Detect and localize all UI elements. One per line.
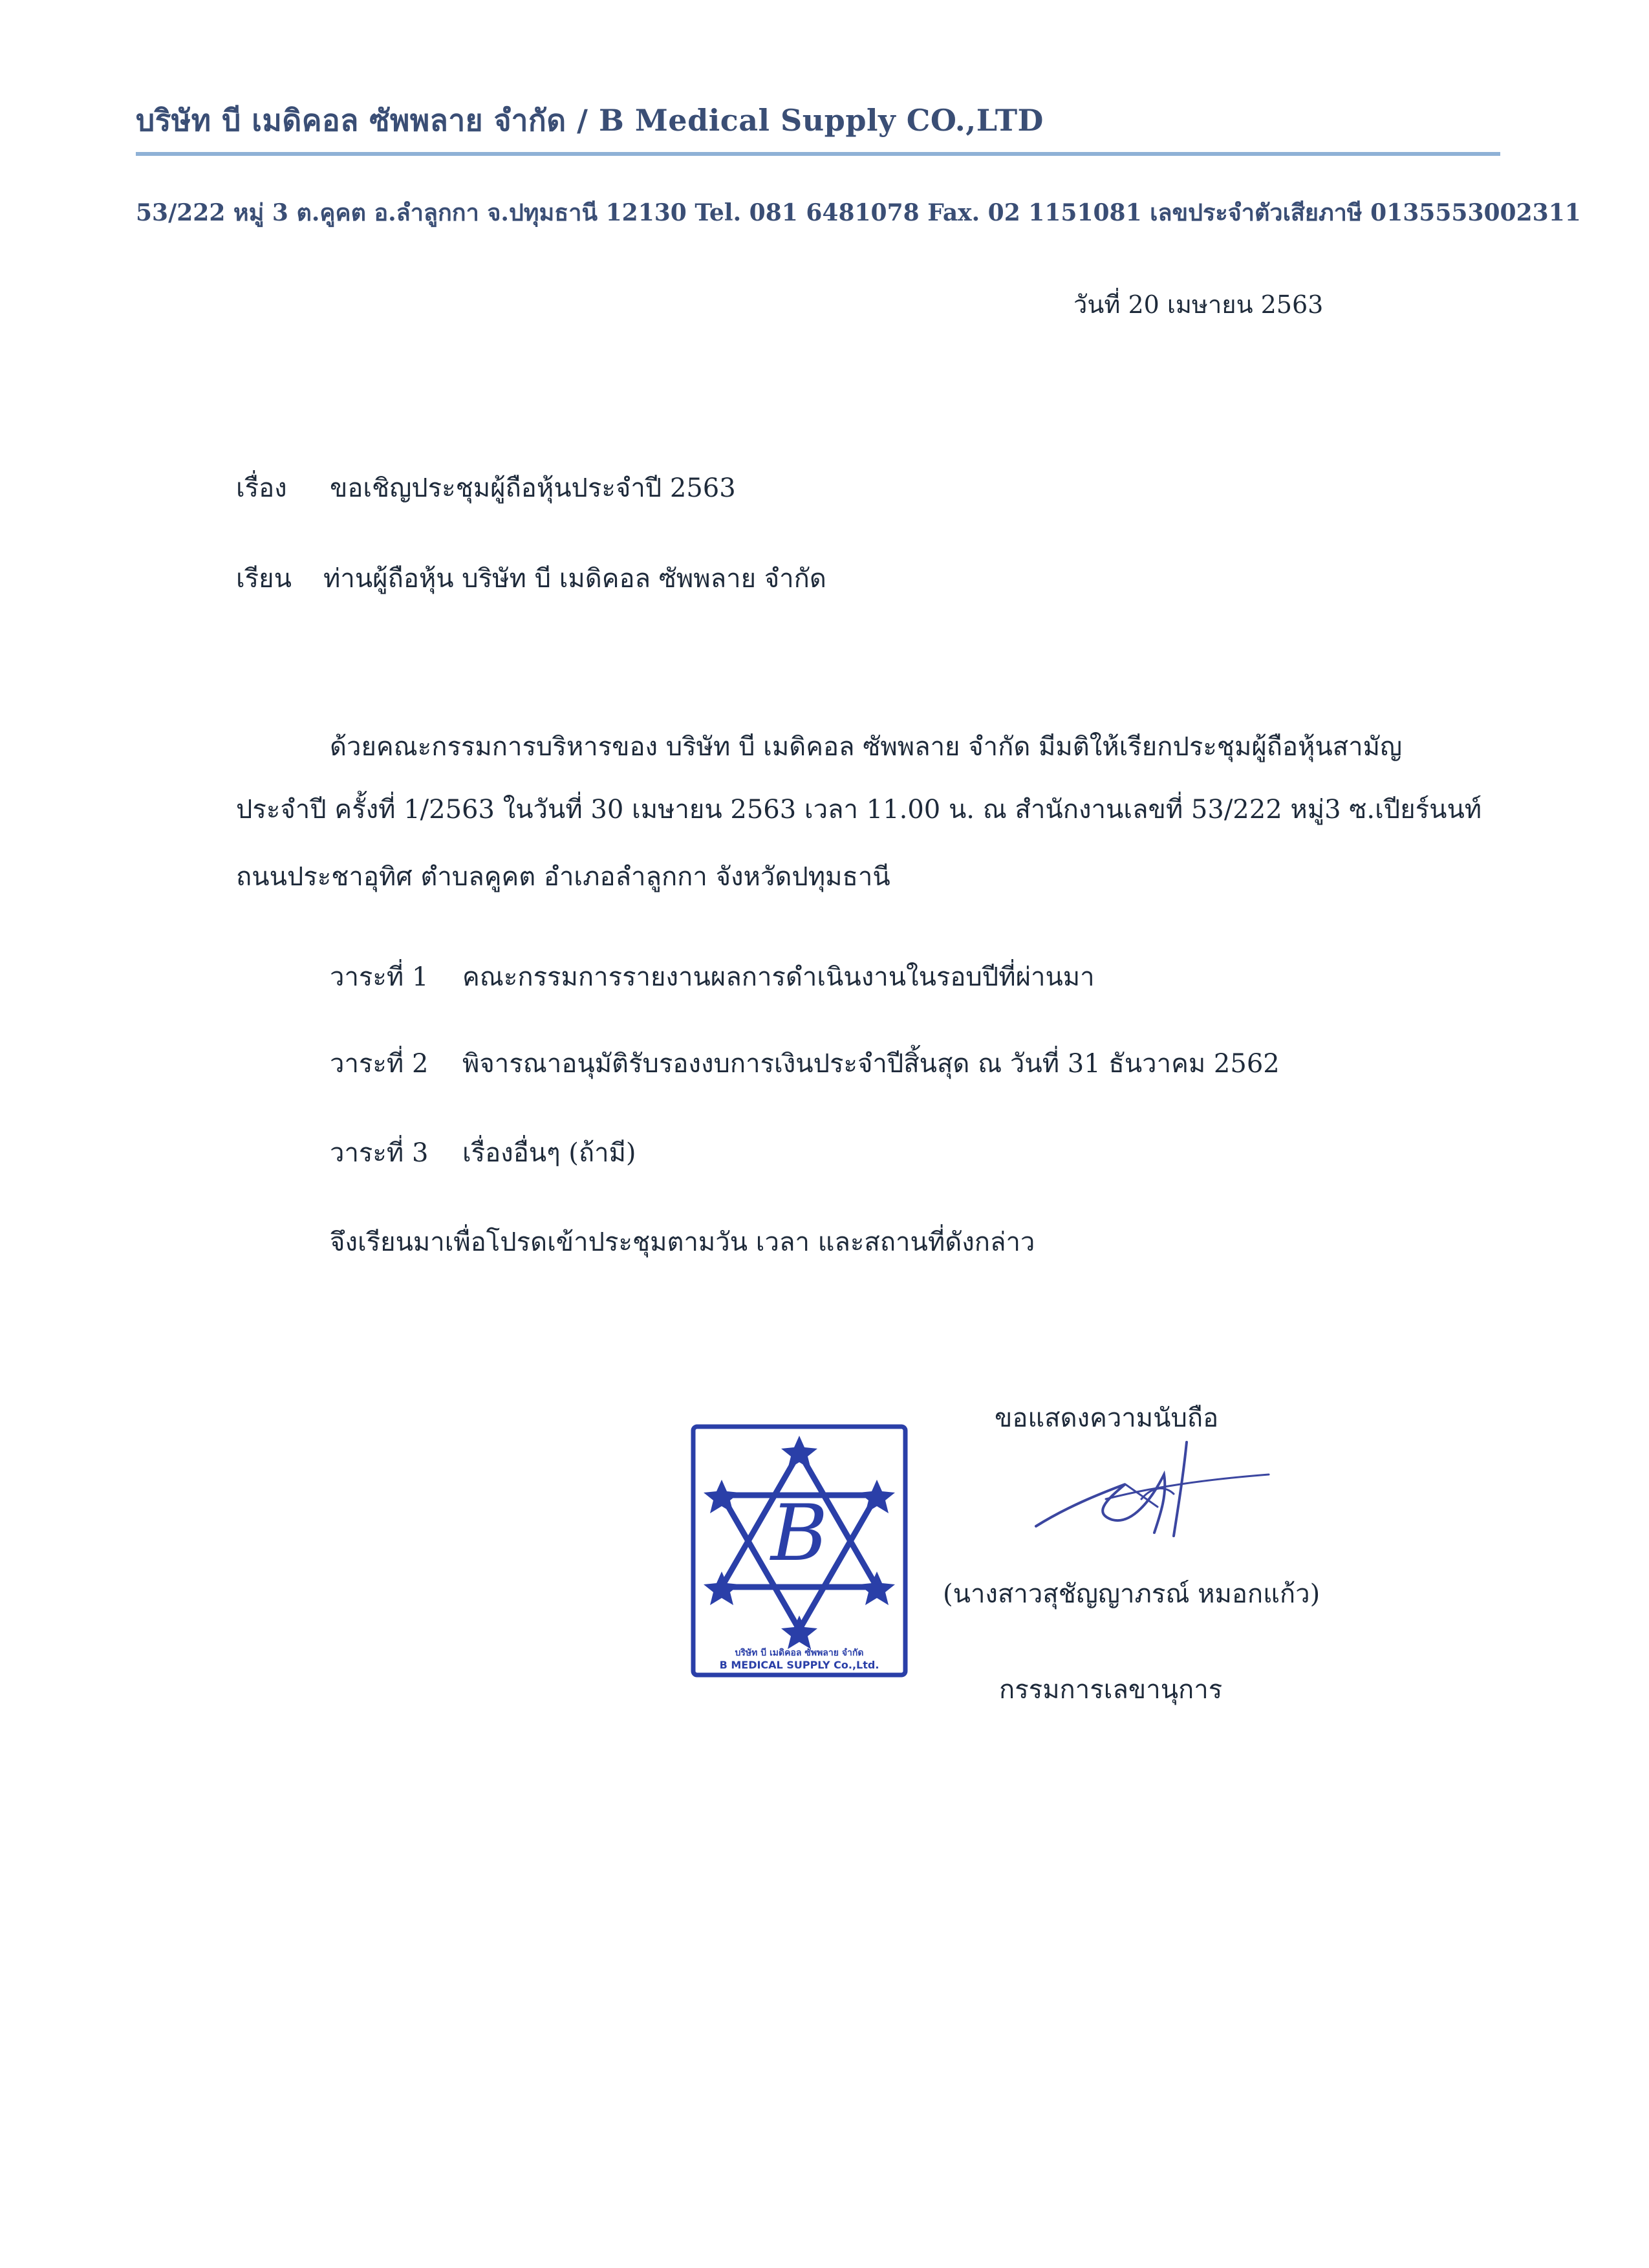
company-header: บริษัท บี เมดิคอล ซัพพลาย จำกัด / B Medical Supply CO.,LTD xyxy=(136,103,1044,138)
recipient-label: เรียน xyxy=(236,564,292,594)
body-line-3: ถนนประชาอุทิศ ตำบลคูคต อำเภอลำลูกกา จังหวัดปทุมธานี xyxy=(236,862,890,892)
agenda-2-text: พิจารณาอนุมัติรับรองงบการเงินประจำปีสิ้นสุด ณ วันที่ 31 ธันวาคม 2562 xyxy=(462,1049,1280,1079)
header-divider xyxy=(136,152,1500,156)
signatory-position: กรรมการเลขานุการ xyxy=(999,1675,1223,1705)
agenda-1-label: วาระที่ 1 xyxy=(330,962,429,992)
subject-text: ขอเชิญประชุมผู้ถือหุ้นประจำปี 2563 xyxy=(330,473,736,503)
company-address: 53/222 หมู่ 3 ต.คูคต อ.ลำลูกกา จ.ปทุมธานี 12130 Tel. 081 6481078 Fax. 02 1151081 เลขประจำตัวเสียภาษี 0135553002311 xyxy=(136,199,1581,226)
body-line-2: ประจำปี ครั้งที่ 1/2563 ในวันที่ 30 เมษายน 2563 เวลา 11.00 น. ณ สำนักงานเลขที่ 53/222 หมู่3 ซ.เปียร์นนท์ xyxy=(236,795,1482,825)
company-stamp xyxy=(691,1424,908,1678)
letter-date: วันที่ 20 เมษายน 2563 xyxy=(1073,290,1324,319)
subject-label: เรื่อง xyxy=(236,473,287,503)
agenda-3-text: เรื่องอื่นๆ (ถ้ามี) xyxy=(462,1138,636,1168)
svg-text:B: B xyxy=(770,1489,828,1579)
stamp-english-name: B MEDICAL SUPPLY Co.,Ltd. xyxy=(719,1659,879,1671)
recipient-text: ท่านผู้ถือหุ้น บริษัท บี เมดิคอล ซัพพลาย จำกัด xyxy=(323,564,826,594)
body-line-1: ด้วยคณะกรรมการบริหารของ บริษัท บี เมดิคอล ซัพพลาย จำกัด มีมติให้เรียกประชุมผู้ถือหุ้นสามัญ xyxy=(330,732,1403,762)
stamp-thai-name: บริษัท บี เมดิคอล ซัพพลาย จำกัด xyxy=(735,1648,864,1658)
signature-mark xyxy=(1028,1423,1274,1552)
agenda-3-label: วาระที่ 3 xyxy=(330,1138,429,1168)
closing-line: จึงเรียนมาเพื่อโปรดเข้าประชุมตามวัน เวลา และสถานที่ดังกล่าว xyxy=(330,1227,1035,1257)
agenda-1-text: คณะกรรมการรายงานผลการดำเนินงานในรอบปีที่ผ่านมา xyxy=(462,962,1095,992)
agenda-2-label: วาระที่ 2 xyxy=(330,1049,429,1079)
signatory-name: (นางสาวสุชัญญาภรณ์ หมอกแก้ว) xyxy=(943,1579,1320,1609)
regards-text: ขอแสดงความนับถือ xyxy=(995,1403,1219,1433)
